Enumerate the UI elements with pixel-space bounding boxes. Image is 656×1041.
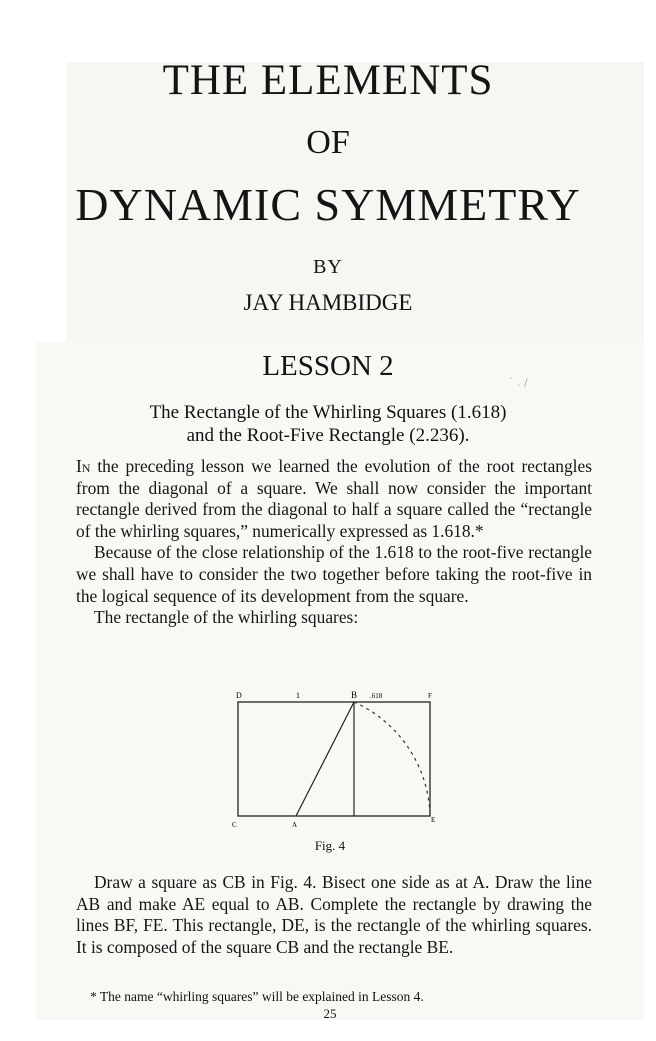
instructions-text [76,872,592,958]
label-a: A [292,821,298,828]
title-line-2: OF [306,124,350,161]
label-d: D [236,691,242,700]
title-line-1: THE ELEMENTS [162,57,494,104]
title-line-3: DYNAMIC SYMMETRY [75,179,581,230]
intro-text [76,456,592,629]
lesson-subtitle-line-1: The Rectangle of the Whirling Squares (1.618) [149,402,507,423]
paragraph-1-text: the preceding lesson we learned the evolution of the root rectangles from the diagonal of a square. We shall now consider the important rectangle derived from the diagonal to half a square called the “rectangle of the whirling squares,” numerically expressed as 1.618.* [76,456,592,541]
author-name: JAY HAMBIDGE [243,290,413,315]
footnote: * The name “whirling squares” will be explained in Lesson 4. [90,989,424,1004]
label-f: F [428,692,432,700]
paragraph-3: The rectangle of the whirling squares: [94,607,359,628]
byline-label: BY [313,256,343,278]
figure-4-diagram [220,688,444,828]
stray-mark: ˙ . / [508,376,528,389]
label-b: B [351,690,358,700]
lesson-subtitle-line-2: and the Root-Five Rectangle (2.236). [186,425,470,446]
label-c: C [232,821,237,828]
paragraph-2: Because of the close relationship of the 1.618 to the root-five rectangle we shall have to consider the two together before taking the root-five in the logical sequence of its development from the square. [76,542,592,606]
label-one: 1 [296,691,300,700]
figure-caption: Fig. 4 [314,838,346,853]
page-number: 25 [323,1006,337,1021]
rectangle-de [238,702,430,816]
drop-word: In [76,456,91,476]
paragraph-4: Draw a square as CB in Fig. 4. Bisect one side as at A. Draw the line AB and make AE equal to AB. Complete the rectangle by drawing the lines BF, FE. This rectangle, DE, is the rectangle of the whirling squares. It is composed of the square CB and the rectangle BE. [76,872,592,957]
diagonal-ab [296,702,354,816]
label-e: E [431,816,436,824]
arc-ae [354,702,430,816]
paragraph-1 [76,456,592,542]
lesson-heading: LESSON 2 [262,350,394,382]
label-ratio: .618 [370,692,383,700]
